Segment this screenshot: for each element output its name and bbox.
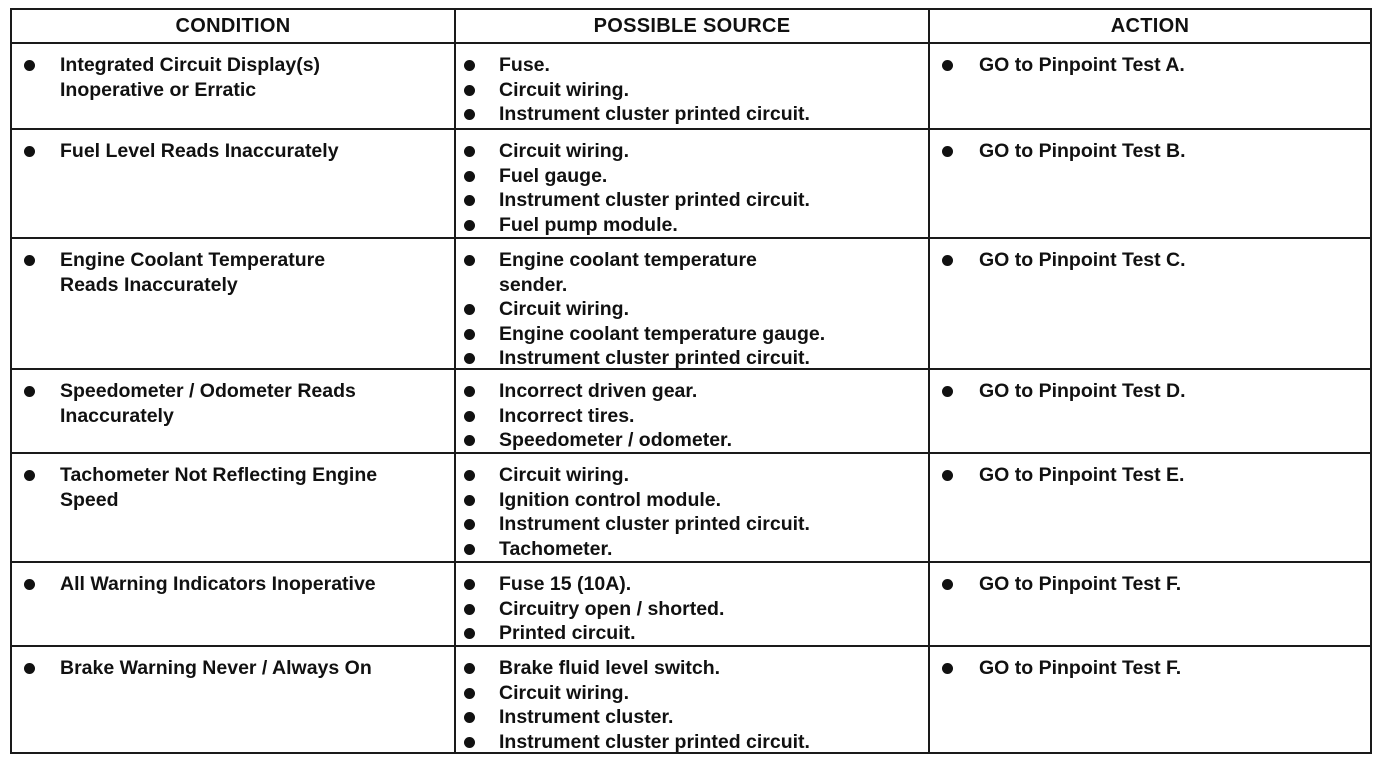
bullet-icon xyxy=(942,60,953,71)
action-text: GO to Pinpoint Test D. xyxy=(979,380,1186,402)
bullet-icon xyxy=(464,220,475,231)
source-text: Instrument cluster printed circuit. xyxy=(499,513,810,535)
action-cell xyxy=(928,454,1370,561)
condition-text: Tachometer Not Reflecting Engine Speed xyxy=(60,464,378,511)
source-cell xyxy=(454,454,928,561)
source-text: Circuit wiring. xyxy=(499,464,630,486)
source-text: Incorrect driven gear. xyxy=(499,380,698,402)
condition-cell xyxy=(12,454,454,561)
source-text: Ignition control module. xyxy=(499,488,722,511)
condition-cell xyxy=(12,370,454,452)
action-text: GO to Pinpoint Test E. xyxy=(979,464,1185,486)
source-text: Fuse. xyxy=(499,54,550,76)
source-item xyxy=(456,346,928,371)
source-item xyxy=(456,621,928,646)
bullet-icon xyxy=(24,386,35,397)
bullet-icon xyxy=(942,386,953,397)
source-item xyxy=(456,488,928,513)
bullet-icon xyxy=(464,60,475,71)
source-item xyxy=(456,102,928,127)
source-text: Fuel gauge. xyxy=(499,164,608,187)
action-cell xyxy=(928,563,1370,645)
bullet-icon xyxy=(24,60,35,71)
bullet-icon xyxy=(24,255,35,266)
source-text: Circuit wiring. xyxy=(499,298,630,320)
condition-cell xyxy=(12,44,454,128)
action-item xyxy=(930,656,1370,681)
source-text: Instrument cluster printed circuit. xyxy=(499,103,810,125)
action-text: GO to Pinpoint Test F. xyxy=(979,657,1182,679)
source-text: Tachometer. xyxy=(499,537,613,560)
source-item xyxy=(456,705,928,730)
source-text: Circuit wiring. xyxy=(499,78,630,101)
bullet-icon xyxy=(464,495,475,506)
condition-item xyxy=(12,656,454,681)
source-text: Circuitry open / shorted. xyxy=(499,597,725,620)
action-cell xyxy=(928,370,1370,452)
condition-text: Fuel Level Reads Inaccurately xyxy=(60,140,339,162)
source-cell xyxy=(454,647,928,752)
source-cell xyxy=(454,130,928,237)
action-item xyxy=(930,248,1370,273)
source-text: Instrument cluster printed circuit. xyxy=(499,730,810,753)
table-row xyxy=(12,561,1370,645)
bullet-icon xyxy=(464,688,475,699)
condition-cell xyxy=(12,130,454,237)
source-item xyxy=(456,537,928,562)
source-text: Circuit wiring. xyxy=(499,681,630,704)
bullet-icon xyxy=(464,146,475,157)
header-possible-source: POSSIBLE SOURCE xyxy=(454,10,928,42)
condition-item xyxy=(12,248,454,297)
condition-text: Brake Warning Never / Always On xyxy=(60,657,372,679)
bullet-icon xyxy=(464,195,475,206)
bullet-icon xyxy=(942,146,953,157)
condition-item xyxy=(12,139,454,164)
bullet-icon xyxy=(464,353,475,364)
bullet-icon xyxy=(464,737,475,748)
action-text: GO to Pinpoint Test F. xyxy=(979,573,1182,595)
bullet-icon xyxy=(942,470,953,481)
condition-text: Engine Coolant Temperature Reads Inaccurately xyxy=(60,249,326,296)
bullet-icon xyxy=(464,470,475,481)
source-cell xyxy=(454,239,928,368)
source-cell xyxy=(454,563,928,645)
bullet-icon xyxy=(24,470,35,481)
action-item xyxy=(930,572,1370,597)
table-row xyxy=(12,128,1370,237)
bullet-icon xyxy=(464,519,475,530)
action-cell xyxy=(928,44,1370,128)
bullet-icon xyxy=(464,329,475,340)
condition-cell xyxy=(12,647,454,752)
bullet-icon xyxy=(464,604,475,615)
source-text: Instrument cluster. xyxy=(499,706,674,728)
action-item xyxy=(930,463,1370,488)
condition-cell xyxy=(12,239,454,368)
bullet-icon xyxy=(464,663,475,674)
bullet-icon xyxy=(24,146,35,157)
action-item xyxy=(930,379,1370,404)
source-item xyxy=(456,322,928,347)
table-row xyxy=(12,42,1370,128)
source-item xyxy=(456,656,928,681)
source-cell xyxy=(454,370,928,452)
action-cell xyxy=(928,130,1370,237)
bullet-icon xyxy=(464,435,475,446)
condition-text: Integrated Circuit Display(s) Inoperative or Erratic xyxy=(60,54,321,101)
source-text: Fuel pump module. xyxy=(499,213,678,236)
source-item xyxy=(456,730,928,755)
table-row xyxy=(12,645,1370,752)
source-item xyxy=(456,404,928,429)
bullet-icon xyxy=(464,85,475,96)
source-item xyxy=(456,164,928,189)
table-row xyxy=(12,237,1370,368)
source-text: Instrument cluster printed circuit. xyxy=(499,189,810,211)
source-text: Circuit wiring. xyxy=(499,140,630,162)
source-text: Engine coolant temperature gauge. xyxy=(499,322,826,345)
source-item xyxy=(456,188,928,213)
bullet-icon xyxy=(464,411,475,422)
bullet-icon xyxy=(464,386,475,397)
header-action: ACTION xyxy=(928,10,1370,42)
source-text: Fuse 15 (10A). xyxy=(499,573,632,595)
condition-cell xyxy=(12,563,454,645)
condition-item xyxy=(12,572,454,597)
bullet-icon xyxy=(464,255,475,266)
source-text: Instrument cluster printed circuit. xyxy=(499,347,810,369)
table-row xyxy=(12,452,1370,561)
source-item xyxy=(456,248,928,297)
header-condition: CONDITION xyxy=(175,14,291,37)
bullet-icon xyxy=(24,579,35,590)
source-item xyxy=(456,213,928,238)
bullet-icon xyxy=(464,304,475,315)
bullet-icon xyxy=(464,544,475,555)
source-text: Incorrect tires. xyxy=(499,404,635,427)
source-item xyxy=(456,379,928,404)
source-item xyxy=(456,139,928,164)
bullet-icon xyxy=(942,663,953,674)
action-cell xyxy=(928,647,1370,752)
condition-text: Speedometer / Odometer Reads Inaccurately xyxy=(60,380,356,427)
bullet-icon xyxy=(24,663,35,674)
action-text: GO to Pinpoint Test A. xyxy=(979,54,1185,76)
action-item xyxy=(930,139,1370,164)
condition-text: All Warning Indicators Inoperative xyxy=(60,573,376,595)
source-item xyxy=(456,78,928,103)
source-text: Printed circuit. xyxy=(499,622,636,644)
bullet-icon xyxy=(464,109,475,120)
source-item xyxy=(456,512,928,537)
source-item xyxy=(456,53,928,78)
bullet-icon xyxy=(942,255,953,266)
condition-item xyxy=(12,53,454,102)
action-cell xyxy=(928,239,1370,368)
action-text: GO to Pinpoint Test C. xyxy=(979,249,1186,271)
condition-item xyxy=(12,379,454,428)
source-item xyxy=(456,572,928,597)
bullet-icon xyxy=(942,579,953,590)
source-item xyxy=(456,597,928,622)
bullet-icon xyxy=(464,712,475,723)
source-item xyxy=(456,463,928,488)
source-cell xyxy=(454,44,928,128)
condition-item xyxy=(12,463,454,512)
bullet-icon xyxy=(464,171,475,182)
diagnosis-table xyxy=(10,8,1372,754)
table-header-row xyxy=(12,10,1370,42)
bullet-icon xyxy=(464,579,475,590)
source-text: Brake fluid level switch. xyxy=(499,657,721,679)
source-item xyxy=(456,428,928,453)
source-item xyxy=(456,681,928,706)
action-text: GO to Pinpoint Test B. xyxy=(979,140,1186,162)
bullet-icon xyxy=(464,628,475,639)
source-text: Engine coolant temperature sender. xyxy=(499,249,757,296)
source-text: Speedometer / odometer. xyxy=(499,429,732,451)
source-item xyxy=(456,297,928,322)
action-item xyxy=(930,53,1370,78)
table-row xyxy=(12,368,1370,452)
